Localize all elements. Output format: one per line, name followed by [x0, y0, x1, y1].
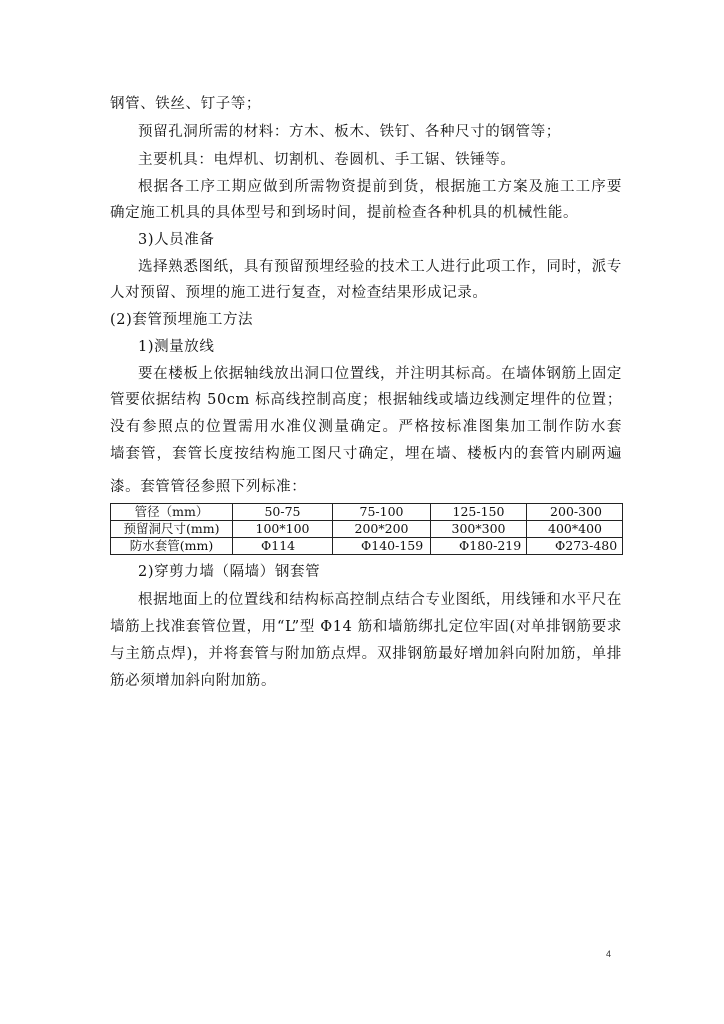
paragraph-line: 管要依据结构 50cm 标高线控制高度；根据轴线或墙边线测定埋件的位置；	[110, 392, 622, 408]
paragraph-line: 漆。套管管径参照下列标准：	[110, 479, 307, 495]
table-cell: 200*200	[333, 521, 431, 538]
table-cell: 400*400	[527, 521, 623, 538]
table-cell: 防水套管(mm)	[111, 538, 233, 555]
paragraph-line: 要在楼板上依据轴线放出洞口位置线，并注明其标高。在墙体钢筋上固定	[138, 366, 622, 382]
paragraph-line: 与主筋点焊)，并将套管与附加筋点焊。双排钢筋最好增加斜向附加筋，单排	[110, 646, 622, 662]
table-cell: Φ140-159	[333, 538, 431, 555]
table-cell: Φ180-219	[431, 538, 527, 555]
sleeve-size-table	[110, 503, 623, 555]
paragraph-line: 预留孔洞所需的材料：方木、板木、铁钉、各种尺寸的钢管等；	[138, 124, 561, 140]
paragraph-line: 墙筋上找准套管位置，用“L”型 Φ14 筋和墙筋绑扎定位牢固(对单排钢筋要求	[110, 619, 622, 635]
table-cell: Φ273-480	[527, 538, 623, 555]
paragraph-line: 根据各工序工期应做到所需物资提前到货，根据施工方案及施工工序要	[138, 179, 622, 195]
table-row	[111, 521, 623, 538]
paragraph-line: 选择熟悉图纸，具有预留预埋经验的技术工人进行此项工作，同时，派专	[138, 259, 622, 275]
table-cell: 100*100	[233, 521, 333, 538]
table-cell: 300*300	[431, 521, 527, 538]
paragraph-line: 人对预留、预埋的施工进行复查，对检查结果形成记录。	[110, 285, 488, 301]
table-cell: 125-150	[431, 504, 527, 521]
paragraph-line: 主要机具：电焊机、切割机、卷圆机、手工锯、铁锤等。	[138, 152, 516, 168]
table-cell: 管径（mm）	[111, 504, 233, 521]
table-cell: 50-75	[233, 504, 333, 521]
section-heading: 2)穿剪力墙（隔墙）钢套管	[138, 564, 321, 580]
page-number: 4	[606, 949, 612, 959]
table-row	[111, 504, 623, 521]
paragraph-line: 确定施工机具的具体型号和到场时间，提前检查各种机具的机械性能。	[110, 205, 579, 221]
table-cell: 75-100	[333, 504, 431, 521]
section-heading: 3)人员准备	[138, 232, 215, 248]
table-cell: 预留洞尺寸(mm)	[111, 521, 233, 538]
section-heading: (2)套管预埋施工方法	[110, 312, 254, 328]
table-cell: 200-300	[527, 504, 623, 521]
table-row	[111, 538, 623, 555]
paragraph-line: 根据地面上的位置线和结构标高控制点结合专业图纸，用线锤和水平尺在	[138, 592, 622, 608]
paragraph-line: 墙套管，套管长度按结构施工图尺寸确定，埋在墙、楼板内的套管内刷两遍	[110, 446, 622, 462]
paragraph-line: 筋必须增加斜向附加筋。	[110, 673, 277, 689]
table-cell: Φ114	[233, 538, 333, 555]
paragraph-line: 钢管、铁丝、钉子等；	[110, 96, 261, 112]
section-heading: 1)测量放线	[138, 339, 215, 355]
paragraph-line: 没有参照点的位置需用水准仪测量确定。严格按标准图集加工制作防水套	[110, 419, 622, 435]
